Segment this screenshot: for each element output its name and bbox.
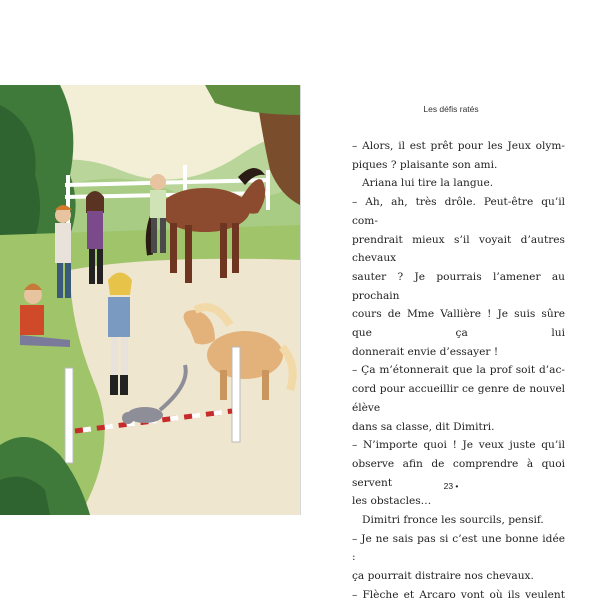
text-line: – Alors, il est prêt pour les Jeux olym- <box>352 140 565 152</box>
text-line: – Ah, ah, très drôle. Peut-être qu’il com- <box>352 196 565 227</box>
text-line: ça pourrait distraire nos chevaux. <box>352 570 534 583</box>
text-line: Dimitri fronce les sourcils, pensif. <box>362 514 544 527</box>
illustration-horses-jump <box>0 85 300 515</box>
text-line: observe afin de comprendre à quoi servent <box>352 457 565 489</box>
text-line: prendrait mieux s’il voyait d’autres chevaux <box>352 233 565 265</box>
text-line: – Flèche et Arcaro vont où ils veulent <box>352 588 565 601</box>
text-line: – N’importe quoi ! Je veux juste qu’il <box>352 439 565 452</box>
text-line: les obstacles… <box>352 495 432 508</box>
text-line: Ariana lui tire la langue. <box>362 177 494 190</box>
text-line: dans sa classe, dit Dimitri. <box>352 420 495 433</box>
text-line: cord pour accueillir ce genre de nouvel élève <box>352 383 565 414</box>
text-line: sauter ? Je pourrais l’amener au prochain <box>352 270 565 302</box>
text-line: – Je ne sais pas si c’est une bonne idée : <box>352 532 565 564</box>
illustration-page <box>0 85 300 515</box>
book-spread <box>0 85 600 601</box>
text-line: donnerait envie d’essayer ! <box>352 345 499 358</box>
text-line: cours de Mme Vallière ! Je suis sûre que ça lui <box>352 308 565 340</box>
body-text <box>352 137 565 605</box>
text-page <box>300 85 600 601</box>
text-line: piques ? plaisante son ami. <box>352 158 498 171</box>
text-line: – Ça m’étonnerait que la prof soit d’ac- <box>352 364 565 377</box>
page-number: 23 • <box>443 481 459 491</box>
running-head: Les défis ratés <box>423 104 479 114</box>
